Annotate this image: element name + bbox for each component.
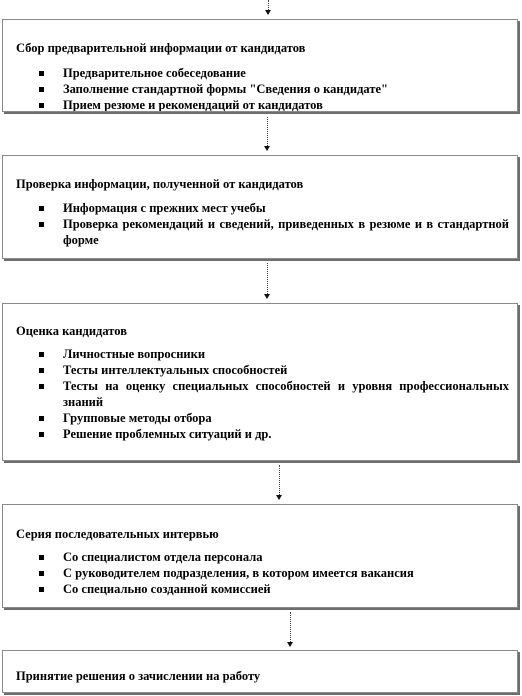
step-title-4: Серия последовательных интервью <box>16 527 219 541</box>
flow-arrow-4 <box>290 612 292 646</box>
step-title-2: Проверка информации, полученной от кандидатов <box>16 177 304 191</box>
step-title-1: Сбор предварительной информации от кандидатов <box>16 41 306 55</box>
flow-arrow-2 <box>267 263 269 298</box>
list-item: Заполнение стандартной формы "Сведения о кандидате" <box>37 81 509 97</box>
step-title-3: Оценка кандидатов <box>16 324 127 338</box>
list-item: Информация с прежних мест учебы <box>37 200 509 216</box>
step-list-4 <box>37 549 509 597</box>
step-box-1 <box>2 19 518 112</box>
flow-arrow-1 <box>267 117 269 150</box>
step-title-5: Принятие решения о зачислении на работу <box>16 669 261 683</box>
list-item: Тесты интеллектуальных способностей <box>37 362 509 378</box>
step-box-4 <box>2 504 518 608</box>
list-item: Прием резюме и рекомендаций от кандидатов <box>37 97 509 112</box>
step-list-1 <box>37 65 509 112</box>
list-item: Со специалистом отдела персонала <box>37 549 509 565</box>
list-item: Решение проблемных ситуаций и др. <box>37 426 509 442</box>
list-item: Со специально созданной комиссией <box>37 581 509 597</box>
step-list-3 <box>37 346 509 442</box>
flow-arrow-3 <box>279 465 281 499</box>
list-item: С руководителем подразделения, в котором имеется вакансия <box>37 565 509 581</box>
list-item: Личностные вопросники <box>37 346 509 362</box>
step-box-2 <box>2 155 518 259</box>
list-item: Предварительное собеседование <box>37 65 509 81</box>
list-item: Тесты на оценку специальных способностей и уровня профессиональных знаний <box>37 378 509 410</box>
step-box-5 <box>2 650 518 693</box>
list-item: Проверка рекомендаций и сведений, приведенных в резюме и в стандартной форме <box>37 216 509 248</box>
step-list-2 <box>37 200 509 248</box>
list-item: Групповые методы отбора <box>37 410 509 426</box>
flow-arrow-0 <box>268 0 270 14</box>
step-box-3 <box>2 303 518 461</box>
